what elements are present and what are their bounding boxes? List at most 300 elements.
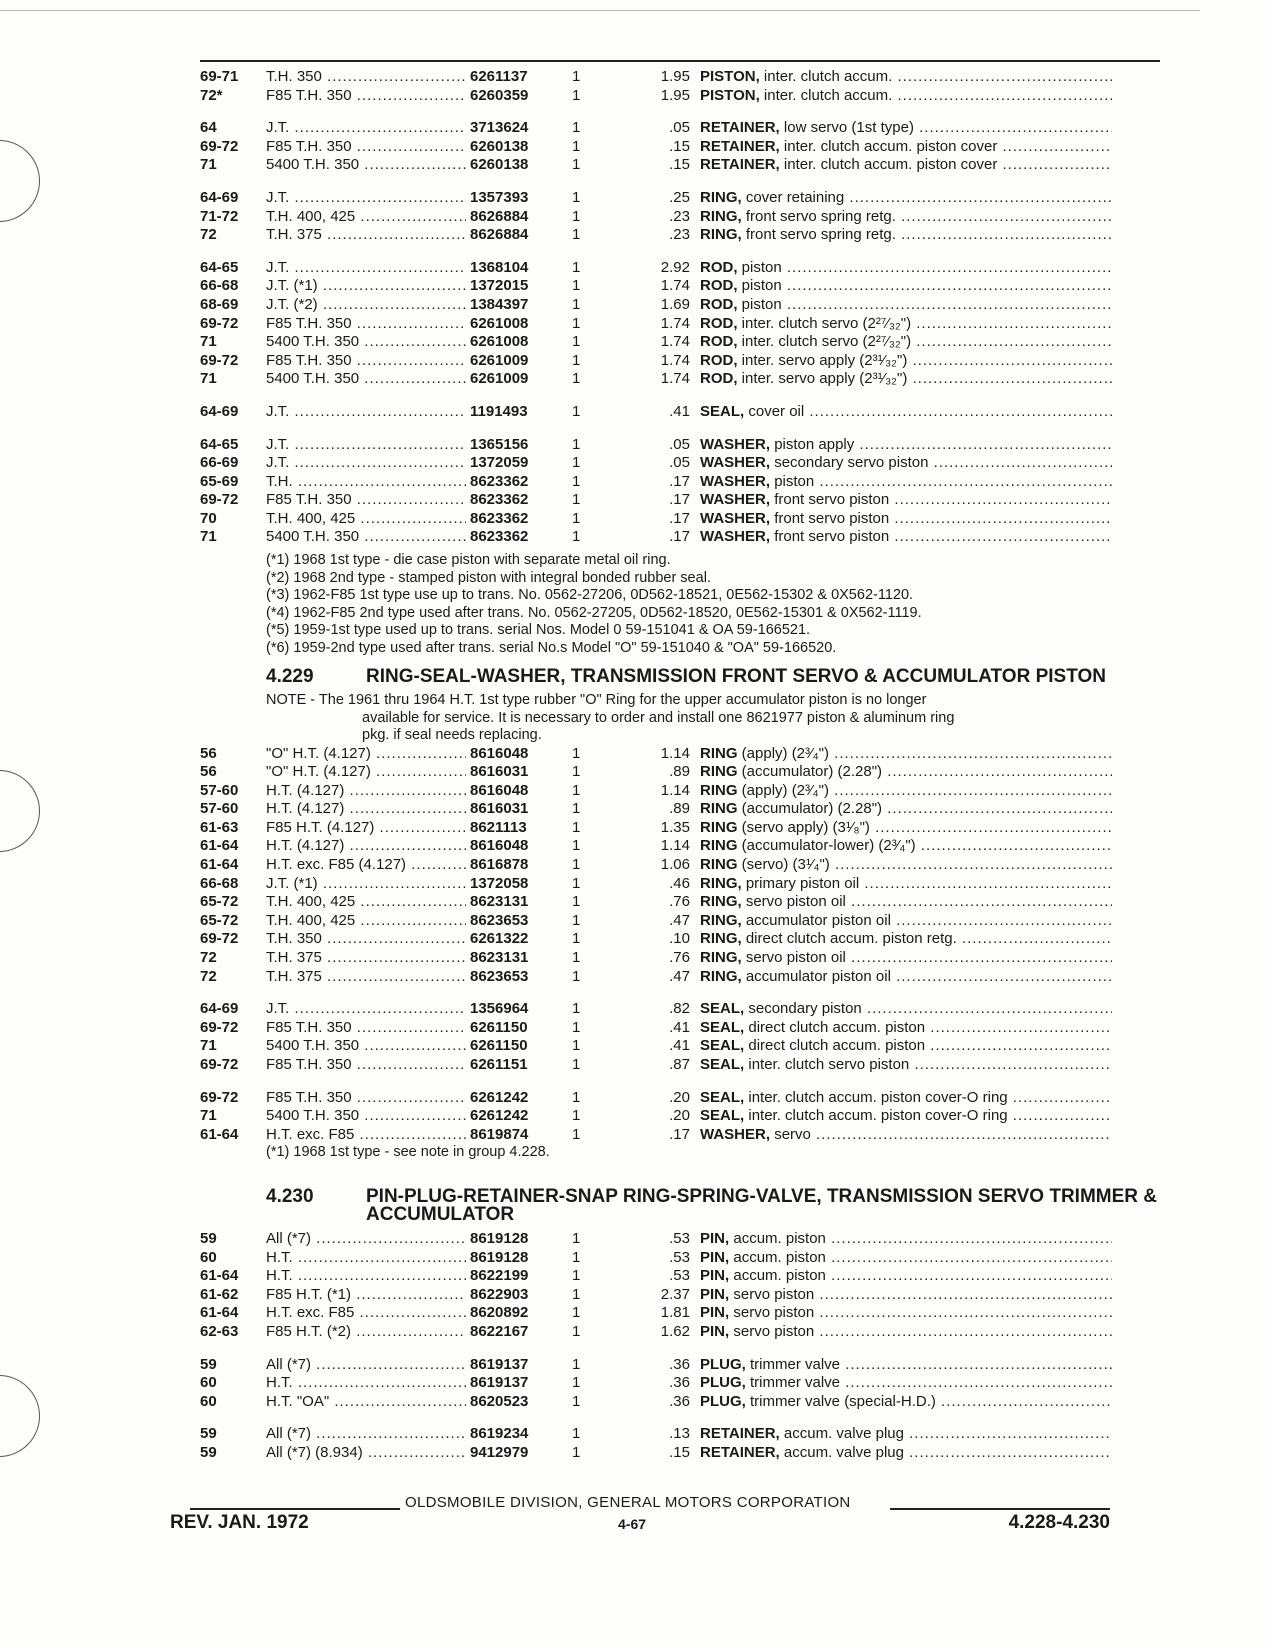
part-number: 6260138: [470, 156, 529, 174]
price: .05: [669, 454, 690, 472]
parts-row: [200, 1323, 1160, 1342]
price: 1.14: [660, 781, 690, 799]
part-name: RETAINER,: [700, 156, 780, 174]
quantity: 1: [572, 509, 581, 527]
parts-row: [200, 473, 1160, 492]
parts-row: [200, 315, 1160, 334]
model-years: 71: [200, 1037, 217, 1055]
description: [700, 1374, 1112, 1393]
part-name: WASHER,: [700, 472, 771, 490]
model-years: 59: [200, 1425, 217, 1443]
parts-row: [200, 1444, 1160, 1463]
company-name: OLDSMOBILE DIVISION, GENERAL MOTORS CORPORATION: [405, 1494, 851, 1511]
model-years: 71: [200, 528, 217, 546]
part-name: RING,: [700, 188, 742, 206]
part-number: 1357393: [470, 188, 529, 206]
description-text: servo piston: [733, 1322, 815, 1340]
description-text: servo piston: [733, 1304, 815, 1322]
application: F85 H.T. (*2) .....: [266, 1323, 466, 1342]
application: J.T. .....: [266, 259, 466, 278]
part-number: 3713624: [470, 119, 529, 137]
description: [700, 930, 1112, 949]
footnote: (*5) 1959-1st type used up to trans. serial Nos. Model 0 59-151041 & OA 59-166521.: [266, 622, 811, 638]
description: [700, 1286, 1112, 1305]
parts-row: [200, 1286, 1160, 1305]
price: .13: [669, 1425, 690, 1443]
description: [700, 1230, 1112, 1249]
description: [700, 473, 1112, 492]
part-name: PLUG,: [700, 1355, 746, 1373]
quantity: 1: [572, 188, 581, 206]
quantity: 1: [572, 295, 581, 313]
part-name: PISTON,: [700, 68, 760, 85]
quantity: 1: [572, 370, 581, 388]
description-text: (accumulator) (2.28"): [741, 763, 883, 781]
description: [700, 1393, 1112, 1412]
quantity: 1: [572, 874, 581, 892]
model-years: 61-64: [200, 837, 239, 855]
parts-row: [200, 352, 1160, 371]
model-years: 69-72: [200, 930, 239, 948]
price: .87: [669, 1056, 690, 1073]
model-years: 64-65: [200, 258, 239, 276]
part-number: 6261151: [470, 1056, 528, 1073]
description: [700, 856, 1112, 875]
part-number: 6261008: [470, 333, 529, 351]
model-years: 69-71: [200, 68, 239, 85]
quantity: 1: [572, 1355, 581, 1373]
description: [700, 949, 1112, 968]
part-name: PLUG,: [700, 1392, 746, 1410]
model-years: 61-64: [200, 1125, 239, 1143]
application: F85 T.H. 350 .....: [266, 1019, 466, 1038]
description: [700, 912, 1112, 931]
application: F85 H.T. (4.127) .....: [266, 819, 466, 838]
part-number: 8623653: [470, 967, 529, 985]
parts-row: [200, 800, 1160, 819]
part-number: 8622199: [470, 1267, 529, 1285]
price: 1.35: [660, 818, 690, 836]
price: .46: [669, 874, 690, 892]
price: .82: [669, 1000, 690, 1018]
part-name: ROD,: [700, 333, 738, 351]
application: T.H. 350 .....: [266, 68, 466, 87]
binder-hole-middle: [0, 770, 40, 852]
quantity: 1: [572, 856, 581, 874]
price: .36: [669, 1374, 690, 1392]
quantity: 1: [572, 156, 581, 174]
description: [700, 875, 1112, 894]
description-text: inter. clutch accum. piston cover: [783, 137, 998, 155]
model-years: 71-72: [200, 207, 239, 225]
description-text: (servo) (3¹⁄₄"): [741, 856, 830, 874]
section-number: 4.230: [266, 1186, 314, 1207]
model-years: 62-63: [200, 1322, 239, 1340]
price: .36: [669, 1355, 690, 1373]
model-years: 64: [200, 119, 217, 137]
application: F85 T.H. 350 .....: [266, 1056, 466, 1075]
price: 1.74: [660, 314, 690, 332]
row-gap: [200, 986, 1160, 1000]
description: [700, 1425, 1112, 1444]
footer-rule: [890, 1508, 1110, 1510]
part-number: 6261150: [470, 1018, 528, 1036]
model-years: 66-68: [200, 874, 239, 892]
parts-row: [200, 1126, 1160, 1145]
description: [700, 436, 1112, 455]
parts-row: [200, 1019, 1160, 1038]
description-text: cover oil: [748, 402, 805, 420]
description-text: trimmer valve: [750, 1355, 841, 1373]
part-name: SEAL,: [700, 1088, 745, 1106]
part-number: 6261008: [470, 314, 529, 332]
part-name: RING,: [700, 930, 742, 948]
description: [700, 87, 1112, 106]
description: [700, 68, 1112, 87]
price: .15: [669, 156, 690, 174]
model-years: 57-60: [200, 781, 239, 799]
price: .89: [669, 800, 690, 818]
description: [700, 1107, 1112, 1126]
binder-hole-top: [0, 140, 40, 222]
description: [700, 819, 1112, 838]
price: .10: [669, 930, 690, 948]
price: 2.37: [660, 1285, 690, 1303]
model-years: 66-68: [200, 277, 239, 295]
part-name: WASHER,: [700, 435, 771, 453]
quantity: 1: [572, 491, 581, 509]
model-years: 61-62: [200, 1285, 239, 1303]
part-number: 1372015: [470, 277, 529, 295]
description-text: (accumulator-lower) (2³⁄₄"): [741, 837, 916, 855]
part-name: RING,: [700, 911, 742, 929]
model-years: 60: [200, 1392, 217, 1410]
model-years: 66-69: [200, 454, 239, 472]
price: .76: [669, 893, 690, 911]
section-heading: [200, 668, 1160, 686]
quantity: 1: [572, 137, 581, 155]
price: .41: [669, 1037, 690, 1055]
price: .23: [669, 226, 690, 244]
price: 1.81: [660, 1304, 690, 1322]
application: H.T. .....: [266, 1374, 466, 1393]
part-name: WASHER,: [700, 454, 771, 472]
application: H.T. exc. F85 .....: [266, 1126, 466, 1145]
description: [700, 352, 1112, 371]
application: 5400 T.H. 350 .....: [266, 1037, 466, 1056]
description-text: piston apply: [774, 435, 855, 453]
parts-row: [200, 226, 1160, 245]
parts-row: [200, 968, 1160, 987]
description: [700, 119, 1112, 138]
description-text: (servo apply) (3¹⁄₈"): [741, 818, 870, 836]
application: J.T. (*1) .....: [266, 277, 466, 296]
quantity: 1: [572, 1248, 581, 1266]
price: .53: [669, 1267, 690, 1285]
description: [700, 370, 1112, 389]
part-number: 1365156: [470, 435, 529, 453]
part-number: 1372059: [470, 454, 529, 472]
part-number: 6260359: [470, 86, 529, 104]
application: J.T. .....: [266, 189, 466, 208]
application: H.T. .....: [266, 1267, 466, 1286]
part-name: PIN,: [700, 1285, 730, 1303]
part-name: SEAL,: [700, 1018, 745, 1036]
description-text: cover retaining: [745, 188, 845, 206]
description-text: servo piston oil: [745, 949, 846, 967]
description-text: accum. piston: [733, 1248, 826, 1266]
part-name: RING: [700, 837, 738, 855]
description-text: inter. clutch accum. piston cover-O ring: [748, 1088, 1008, 1106]
part-name: SEAL,: [700, 1107, 745, 1125]
quantity: 1: [572, 226, 581, 244]
quantity: 1: [572, 528, 581, 546]
price: 1.95: [660, 68, 690, 85]
quantity: 1: [572, 1018, 581, 1036]
parts-row: [200, 1107, 1160, 1126]
binder-hole-bottom: [0, 1375, 40, 1457]
quantity: 1: [572, 258, 581, 276]
part-name: PIN,: [700, 1248, 730, 1266]
footer-rule: [190, 1508, 400, 1510]
group-4-229: [200, 666, 1160, 1162]
description-text: front servo piston: [774, 528, 890, 546]
quantity: 1: [572, 333, 581, 351]
footnote: (*3) 1962-F85 1st type use up to trans. No. 0562-27206, 0D562-18521, 0E562-15302 & 0X562-1120.: [266, 587, 914, 603]
parts-row: [200, 912, 1160, 931]
price: 1.74: [660, 277, 690, 295]
description: [700, 528, 1112, 547]
description-text: (apply) (2³⁄₄"): [741, 744, 829, 762]
row-gap: [200, 1075, 1160, 1089]
application: All (*7) .....: [266, 1356, 466, 1375]
price: .41: [669, 1018, 690, 1036]
header-rule: [200, 60, 1160, 62]
parts-row: [200, 436, 1160, 455]
part-number: 9412979: [470, 1443, 529, 1461]
model-years: 69-72: [200, 1088, 239, 1106]
application: H.T. .....: [266, 1249, 466, 1268]
application: All (*7) .....: [266, 1425, 466, 1444]
model-years: 69-72: [200, 351, 239, 369]
parts-row: [200, 1249, 1160, 1268]
price: .05: [669, 435, 690, 453]
quantity: 1: [572, 1322, 581, 1340]
part-number: 1368104: [470, 258, 529, 276]
description-text: inter. clutch servo (2²⁷⁄₃₂"): [741, 314, 912, 332]
application: "O" H.T. (4.127) .....: [266, 745, 466, 764]
quantity: 1: [572, 930, 581, 948]
part-name: ROD,: [700, 314, 738, 332]
model-years: 65-69: [200, 472, 239, 490]
part-name: RING,: [700, 967, 742, 985]
quantity: 1: [572, 893, 581, 911]
part-number: 8616048: [470, 781, 529, 799]
description: [700, 1000, 1112, 1019]
application: H.T. exc. F85 .....: [266, 1304, 466, 1323]
footnote: (*1) 1968 1st type - die case piston with separate metal oil ring.: [266, 552, 671, 568]
parts-row: [200, 837, 1160, 856]
parts-row: [200, 763, 1160, 782]
part-name: RETAINER,: [700, 1425, 780, 1443]
part-name: RING,: [700, 949, 742, 967]
application: H.T. (4.127) .....: [266, 837, 466, 856]
parts-row: [200, 491, 1160, 510]
model-years: 72: [200, 949, 217, 967]
page-footer: [170, 1490, 1110, 1540]
part-name: RING: [700, 800, 738, 818]
quantity: 1: [572, 744, 581, 762]
description: [700, 403, 1112, 422]
description-text: inter. servo apply (2³¹⁄₃₂"): [741, 370, 908, 388]
quantity: 1: [572, 454, 581, 472]
part-name: SEAL,: [700, 1037, 745, 1055]
part-name: WASHER,: [700, 491, 771, 509]
description: [700, 968, 1112, 987]
price: .20: [669, 1088, 690, 1106]
part-number: 8623362: [470, 509, 529, 527]
parts-row: [200, 893, 1160, 912]
model-years: 64-69: [200, 1000, 239, 1018]
parts-row: [200, 875, 1160, 894]
quantity: 1: [572, 1267, 581, 1285]
row-gap: [200, 1342, 1160, 1356]
model-years: 64-65: [200, 435, 239, 453]
description: [700, 296, 1112, 315]
quantity: 1: [572, 1392, 581, 1410]
description-text: accumulator piston oil: [745, 967, 891, 985]
application: J.T. .....: [266, 119, 466, 138]
description-text: secondary servo piston: [774, 454, 929, 472]
model-years: 56: [200, 744, 217, 762]
application: 5400 T.H. 350 .....: [266, 333, 466, 352]
part-number: 8623362: [470, 472, 529, 490]
part-number: 6260138: [470, 137, 529, 155]
part-number: 8621113: [470, 818, 527, 836]
description-text: direct clutch accum. piston: [748, 1018, 926, 1036]
part-name: ROD,: [700, 351, 738, 369]
group-4-230: [200, 1186, 1160, 1463]
part-number: 8623362: [470, 491, 529, 509]
parts-row: [200, 454, 1160, 473]
part-name: PIN,: [700, 1304, 730, 1322]
price: .53: [669, 1248, 690, 1266]
parts-row: [200, 333, 1160, 352]
quantity: 1: [572, 763, 581, 781]
part-number: 6261322: [470, 930, 529, 948]
description-text: primary piston oil: [745, 874, 860, 892]
model-years: 69-72: [200, 1018, 239, 1036]
application: F85 H.T. (*1) .....: [266, 1286, 466, 1305]
application: J.T. .....: [266, 436, 466, 455]
part-number: 1372058: [470, 874, 529, 892]
application: All (*7) .....: [266, 1230, 466, 1249]
parts-row: [200, 1037, 1160, 1056]
part-name: PIN,: [700, 1267, 730, 1285]
parts-row: [200, 370, 1160, 389]
description-text: direct clutch accum. piston retg.: [745, 930, 957, 948]
part-number: 6261009: [470, 370, 529, 388]
row-gap: [200, 389, 1160, 403]
part-number: 6261242: [470, 1107, 529, 1125]
price: .47: [669, 967, 690, 985]
parts-row: [200, 87, 1160, 106]
price: .17: [669, 491, 690, 509]
part-name: RING: [700, 781, 738, 799]
model-years: 59: [200, 1230, 217, 1247]
parts-row: [200, 1374, 1160, 1393]
part-number: 6261137: [470, 68, 528, 85]
model-years: 56: [200, 763, 217, 781]
price: .17: [669, 472, 690, 490]
parts-row: [200, 296, 1160, 315]
description: [700, 1356, 1112, 1375]
price: 1.06: [660, 856, 690, 874]
part-name: WASHER,: [700, 528, 771, 546]
note-line: pkg. if seal needs replacing.: [362, 727, 542, 743]
part-number: 1191493: [470, 402, 528, 420]
model-years: 71: [200, 1107, 217, 1125]
part-name: RETAINER,: [700, 137, 780, 155]
application: F85 T.H. 350 .....: [266, 315, 466, 334]
description: [700, 1267, 1112, 1286]
application: J.T. .....: [266, 1000, 466, 1019]
part-name: PLUG,: [700, 1374, 746, 1392]
application: J.T. (*2) .....: [266, 296, 466, 315]
part-number: 6261009: [470, 351, 529, 369]
description-text: servo piston oil: [745, 893, 846, 911]
description-text: (apply) (2³⁄₄"): [741, 781, 829, 799]
price: .36: [669, 1392, 690, 1410]
quantity: 1: [572, 1125, 581, 1143]
group-4-228-table: [200, 68, 1160, 547]
price: .15: [669, 137, 690, 155]
model-years: 60: [200, 1248, 217, 1266]
description-text: front servo piston: [774, 491, 890, 509]
price: 1.14: [660, 744, 690, 762]
price: 2.92: [660, 258, 690, 276]
price: .41: [669, 402, 690, 420]
note-line: available for service. It is necessary to order and install one 8621977 piston & aluminum ring: [362, 709, 955, 726]
parts-row: [200, 510, 1160, 529]
description: [700, 208, 1112, 227]
group-4-228-notes: [200, 552, 1160, 657]
part-name: RING: [700, 856, 738, 874]
section-title: RING-SEAL-WASHER, TRANSMISSION FRONT SERVO & ACCUMULATOR PISTON: [366, 666, 1106, 687]
part-number: 8623653: [470, 911, 529, 929]
description-text: accum. piston: [733, 1267, 826, 1285]
description-text: front servo spring retg.: [745, 207, 896, 225]
model-years: 64-69: [200, 402, 239, 420]
quantity: 1: [572, 800, 581, 818]
parts-row: [200, 1356, 1160, 1375]
part-number: 8623362: [470, 528, 529, 546]
application: T.H. .....: [266, 473, 466, 492]
part-name: ROD,: [700, 258, 738, 276]
parts-row: [200, 1267, 1160, 1286]
description-text: front servo spring retg.: [745, 226, 896, 244]
price: .17: [669, 528, 690, 546]
row-gap: [200, 1411, 1160, 1425]
part-number: 1356964: [470, 1000, 529, 1018]
description-text: trimmer valve: [750, 1374, 841, 1392]
description-text: inter. clutch servo (2²⁷⁄₃₂"): [741, 333, 912, 351]
parts-row: [200, 1425, 1160, 1444]
part-number: 8626884: [470, 207, 529, 225]
part-number: 8622903: [470, 1285, 529, 1303]
part-number: 8623131: [470, 893, 529, 911]
part-name: ROD,: [700, 295, 738, 313]
